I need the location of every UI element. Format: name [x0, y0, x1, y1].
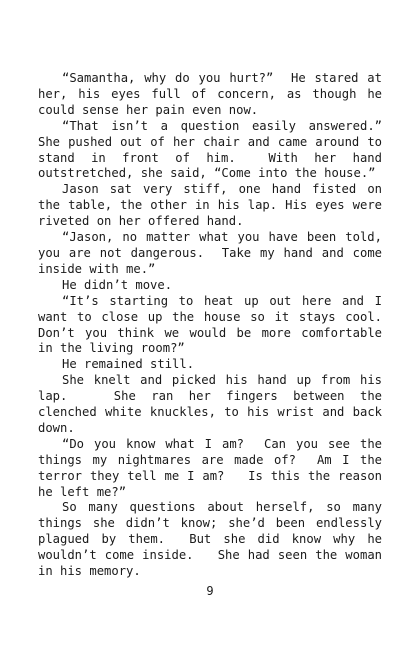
- page-number: 9: [206, 584, 214, 598]
- paragraph: “Do you know what I am? Can you see the things my nightmares are made of? Am I the terror they tell me I am? Is this the reason he left me?”: [38, 436, 390, 499]
- paragraph: “It’s starting to heat up out here and I want to close up the house so it stays cool. Don’t you think we would be more comfortable in the living room?”: [38, 293, 390, 356]
- paragraph: “Jason, no matter what you have been told, you are not dangerous. Take my hand and come inside with me.”: [38, 230, 390, 276]
- body-text: [38, 71, 390, 580]
- paragraph: “That isn’t a question easily answered.” She pushed out of her chair and came around to stand in front of him. With her hand outstretched, she said, “Come into the house.”: [38, 118, 390, 181]
- paragraph: So many questions about herself, so many things she didn’t know; she’d been endlessly plagued by them. But she did know why he wouldn’t come inside. She had seen the woman in his memory.: [38, 500, 390, 579]
- paragraph: Jason sat very stiff, one hand fisted on the table, the other in his lap. His eyes were riveted on her offered hand.: [38, 182, 390, 229]
- paragraph: He didn’t move.: [62, 277, 173, 292]
- paragraph: He remained still.: [62, 357, 195, 372]
- paragraph: She knelt and picked his hand up from his lap. She ran her fingers between the clenched white knuckles, to his wrist and back down.: [38, 373, 390, 435]
- paragraph: “Samantha, why do you hurt?” He stared at her, his eyes full of concern, as though he could sense her pain even now.: [38, 71, 390, 117]
